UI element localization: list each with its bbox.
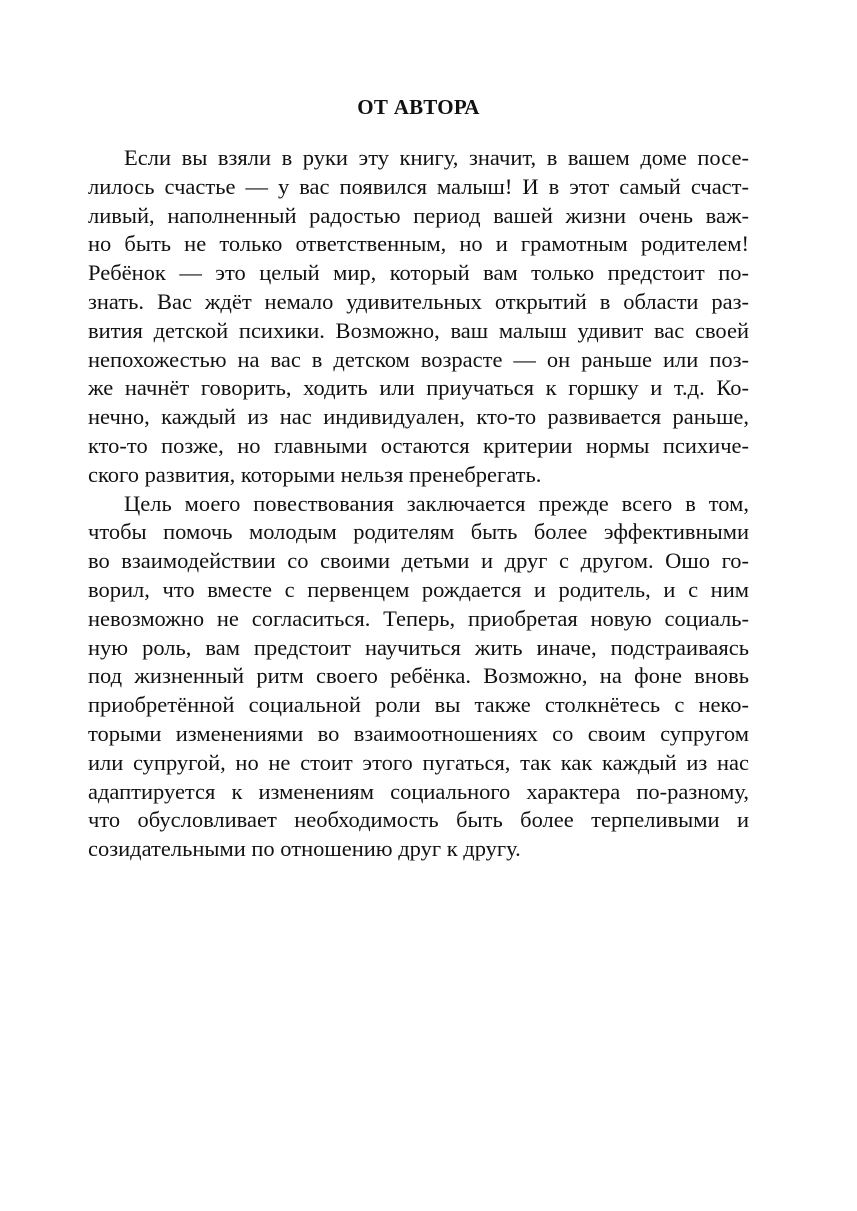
paragraph-2 [88, 490, 749, 864]
text-line: Цель моего повествования заключается прежде всего в том, [124, 490, 749, 516]
text-line: ворил, что вместе с первенцем рождается и родитель, и с ним [88, 576, 749, 602]
text-line: знать. Вас ждёт немало удивительных открытий в области раз- [88, 288, 749, 314]
text-line: Если вы взяли в руки эту книгу, значит, в вашем доме посе- [124, 145, 749, 170]
text-line: ского развития, которыми нельзя пренебрегать. [88, 461, 542, 487]
text-line: во взаимодействии со своими детьми и друг с другом. Ошо го- [88, 548, 749, 574]
text-line: торыми изменениями во взаимоотношениях со своим супругом [88, 720, 749, 746]
page-title: ОТ АВТОРА [357, 95, 480, 119]
text-line: под жизненный ритм своего ребёнка. Возможно, на фоне вновь [88, 663, 749, 689]
text-line: невозможно не согласиться. Теперь, приобретая новую социаль- [88, 605, 749, 631]
text-line: же начнёт говорить, ходить или приучаться к горшку и т.д. Ко- [88, 375, 749, 401]
page [88, 92, 749, 864]
text-line: Ребёнок — это целый мир, который вам только предстоит по- [88, 260, 749, 286]
paragraph-1 [88, 144, 749, 490]
text-line: но быть не только ответственным, но и грамотным родителем! [88, 231, 749, 257]
text-line: что обусловливает необходимость быть более терпеливыми и [88, 807, 749, 833]
text-line: созидательными по отношению друг к другу. [88, 836, 521, 862]
text-line: приобретённой социальной роли вы также столкнётесь с неко- [88, 692, 749, 718]
text-line: лилось счастье — у вас появился малыш! И в этот самый счаст- [88, 173, 749, 199]
text-line: ливый, наполненный радостью период вашей жизни очень важ- [88, 202, 749, 228]
text-line: адаптируется к изменениям социального характера по-разному, [88, 778, 749, 804]
text-line: непохожестью на вас в детском возрасте — он раньше или поз- [88, 346, 749, 372]
text-line: чтобы помочь молодым родителям быть более эффективными [88, 519, 749, 545]
text-line: или супругой, но не стоит этого пугаться, так как каждый из нас [88, 749, 749, 775]
text-line: нечно, каждый из нас индивидуален, кто-то развивается раньше, [88, 404, 749, 430]
text-line: ную роль, вам предстоит научиться жить иначе, подстраиваясь [88, 634, 749, 660]
text-line: вития детской психики. Возможно, ваш малыш удивит вас своей [88, 317, 749, 343]
text-line: кто-то позже, но главными остаются критерии нормы психиче- [88, 432, 749, 458]
